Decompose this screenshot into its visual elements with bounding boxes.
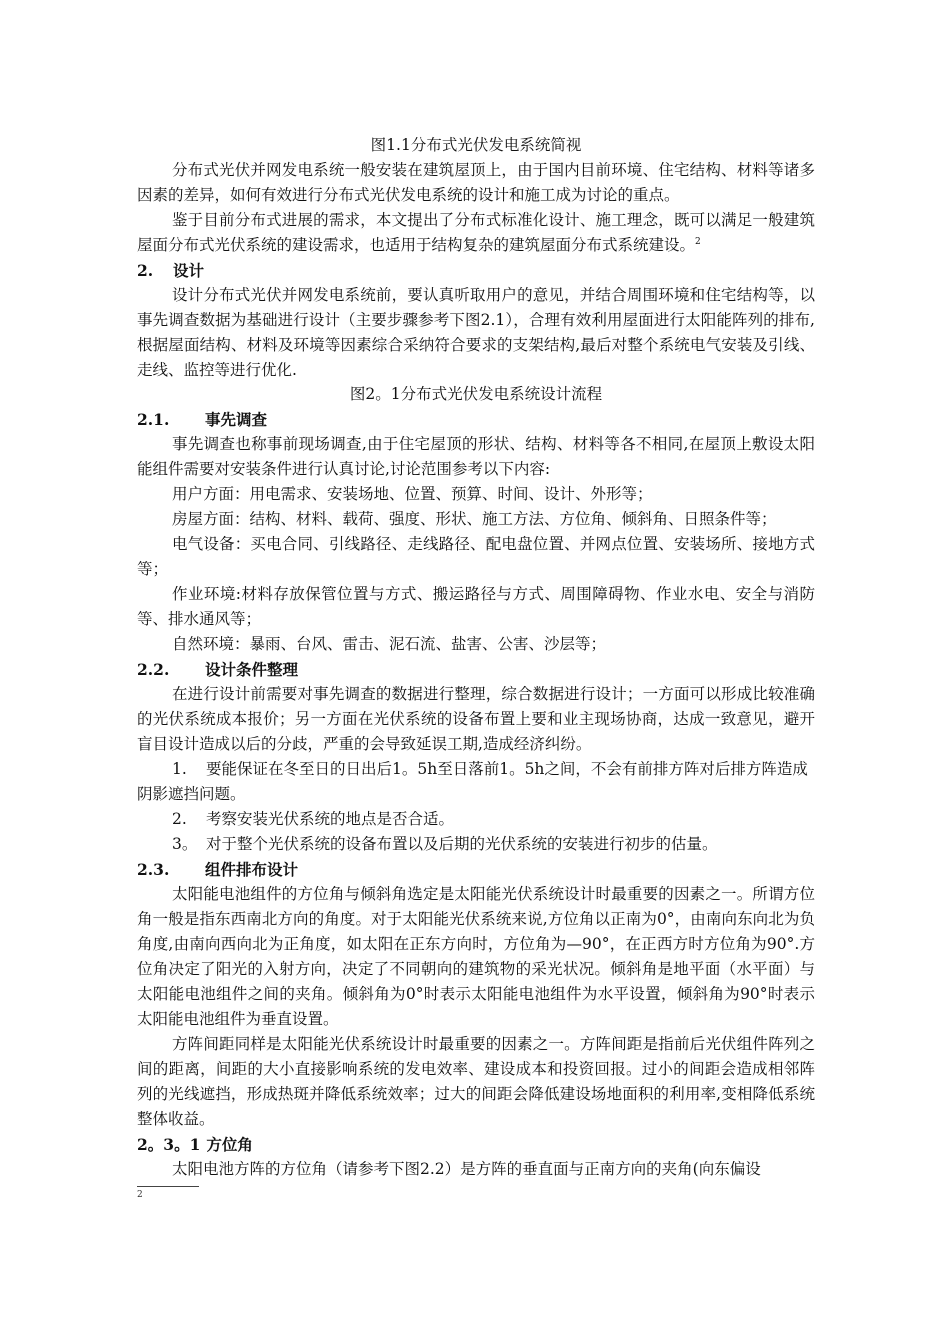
section-2-3-1-paragraph: 太阳电池方阵的方位角（请参考下图2.2）是方阵的垂直面与正南方向的夹角(向东偏设: [172, 1160, 761, 1178]
section-2-3-paragraph-1: 太阳能电池组件的方位角与倾斜角选定是太阳能光伏系统设计时最重要的因素之一。所谓方位角一般是指东西南北方向的角度。对于太阳能光伏系统来说,方位角以正南为0°，由南向东向北为负角度,由南向西向北为正角度，如太阳在正东方向时，方位角为—90°，在正西方时方位角为90°.方位角决定了阳光的入射方向，决定了不同朝向的建筑物的采光状况。倾斜角是地平面（水平面）与太阳能电池组件之间的夹角。倾斜角为0°时表示太阳能电池组件为水平设置，倾斜角为90°时表示太阳能电池组件为垂直设置。: [137, 885, 815, 1028]
section-2-3-1-heading: [137, 1132, 815, 1157]
section-title: 设计条件整理: [205, 660, 299, 679]
section-title: 事先调查: [205, 410, 268, 429]
section-title: 方位角: [206, 1135, 253, 1154]
intro-paragraph-2: [137, 208, 815, 258]
electrical-equipment-paragraph: 电气设备：买电合同、引线路径、走线路径、配电盘位置、并网点位置、安装场所、接地方式等；: [137, 535, 815, 578]
section-2-1-heading: [137, 407, 815, 432]
list-item-number: 2.: [172, 810, 187, 828]
list-item-text: 要能保证在冬至日的日出后1。5h至日落前1。5h之间，不会有前排方阵对后排方阵造成阴影遮挡问题。: [137, 760, 808, 803]
section-number: 2。3。1: [137, 1135, 201, 1154]
footnote-reference[interactable]: 2: [695, 236, 701, 247]
user-aspect-paragraph: 用户方面：用电需求、安装场地、位置、预算、时间、设计、外形等；: [172, 485, 653, 503]
section-number: 2.2.: [137, 660, 170, 679]
section-number: 2.: [137, 261, 154, 280]
house-aspect-paragraph: 房屋方面：结构、材料、载荷、强度、形状、施工方法、方位角、倾斜角、日照条件等；: [172, 510, 777, 528]
footnote-divider: [137, 1186, 199, 1187]
list-item-number: 3。: [172, 835, 198, 853]
section-2-1-paragraph: 事先调查也称事前现场调查,由于住宅屋顶的形状、结构、材料等各不相同,在屋顶上敷设太阳能组件需要对安装条件进行认真讨论,讨论范围参考以下内容:: [137, 435, 815, 478]
section-2-paragraph: 设计分布式光伏并网发电系统前，要认真听取用户的意见，并结合周围环境和住宅结构等，以事先调查数据为基础进行设计（主要步骤参考下图2.1），合理有效利用屋面进行太阳能阵列的排布,根据屋面结构、材料及环境等因素综合采纳符合要求的支架结构,最后对整个系统电气安装及引线、走线、监控等进行优化.: [137, 286, 815, 379]
list-item-number: 1.: [172, 760, 187, 778]
figure-2-1-caption: 图2。1分布式光伏发电系统设计流程: [349, 385, 603, 403]
document-page: [137, 134, 815, 1182]
section-title: 设计: [173, 261, 205, 280]
section-2-2-heading: [137, 657, 815, 682]
footnote-marker: 2: [137, 1190, 143, 1200]
list-item-text: 对于整个光伏系统的设备布置以及后期的光伏系统的安装进行初步的估量。: [206, 835, 718, 853]
list-item: [137, 832, 815, 857]
section-2-3-heading: [137, 857, 815, 882]
section-number: 2.3.: [137, 860, 170, 879]
intro-paragraph-1: 分布式光伏并网发电系统一般安装在建筑屋顶上，由于国内目前环境、住宅结构、材料等诸多因素的差异，如何有效进行分布式光伏发电系统的设计和施工成为讨论的重点。: [137, 161, 815, 204]
section-title: 组件排布设计: [205, 860, 299, 879]
list-item: [137, 757, 815, 807]
work-environment-paragraph: 作业环境:材料存放保管位置与方式、搬运路径与方式、周围障碍物、作业水电、安全与消防等、排水通风等；: [137, 585, 815, 628]
figure-1-1-caption: 图1.1分布式光伏发电系统简视: [370, 136, 582, 154]
section-2-3-paragraph-2: 方阵间距同样是太阳能光伏系统设计时最重要的因素之一。方阵间距是指前后光伏组件阵列之间的距离，间距的大小直接影响系统的发电效率、建设成本和投资回报。过小的间距会造成相邻阵列的光线遮挡，形成热斑并降低系统效率；过大的间距会降低建设场地面积的利用率,变相降低系统整体收益。: [137, 1035, 815, 1128]
list-item-text: 考察安装光伏系统的地点是否合适。: [206, 810, 455, 828]
list-item: [137, 807, 815, 832]
intro-paragraph-2-text: 鉴于目前分布式进展的需求，本文提出了分布式标准化设计、施工理念，既可以满足一般建筑屋面分布式光伏系统的建设需求，也适用于结构复杂的建筑屋面分布式系统建设。: [137, 211, 815, 254]
natural-environment-paragraph: 自然环境：暴雨、台风、雷击、泥石流、盐害、公害、沙层等；: [172, 635, 607, 653]
section-number: 2.1.: [137, 410, 170, 429]
section-2-2-paragraph: 在进行设计前需要对事先调查的数据进行整理，综合数据进行设计；一方面可以形成比较准确的光伏系统成本报价；另一方面在光伏系统的设备布置上要和业主现场协商，达成一致意见，避开盲目设计造成以后的分歧，严重的会导致延误工期,造成经济纠纷。: [137, 685, 815, 753]
section-2-heading: [137, 258, 815, 283]
